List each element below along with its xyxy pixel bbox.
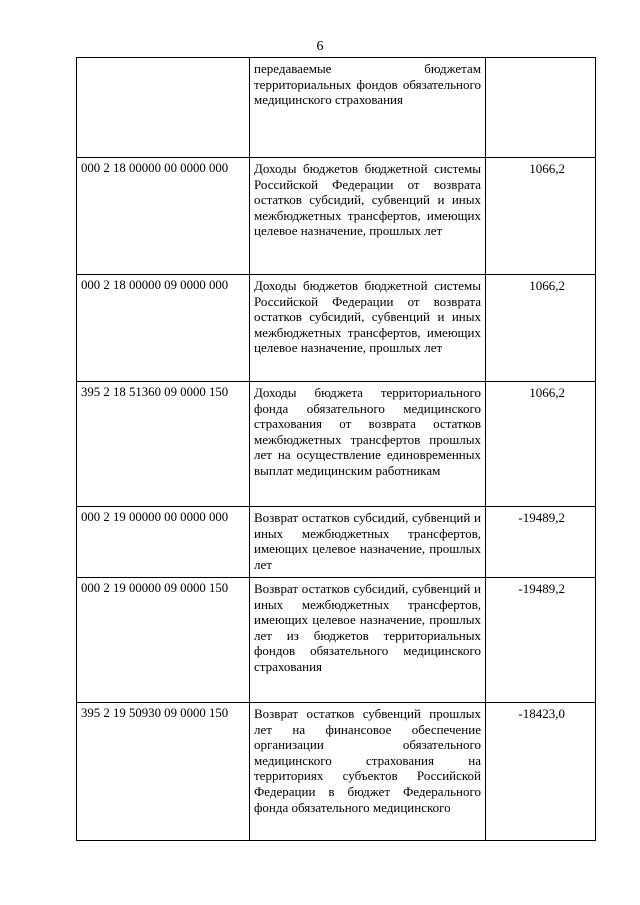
budget-code-cell: 395 2 19 50930 09 0000 150 — [77, 703, 250, 841]
amount-cell: -19489,2 — [486, 507, 596, 578]
table-row — [77, 578, 596, 703]
budget-table — [76, 57, 596, 841]
description-cell: Доходы бюджета территориального фонда обязательного медицинского страхования от возврата остатков межбюджетных трансфертов прошлых лет на осуществление единовременных выплат медицинским работникам — [250, 382, 486, 507]
description-cell: передаваемые бюджетам территориальных фондов обязательного медицинского страхования — [250, 58, 486, 158]
table-row — [77, 703, 596, 841]
description-cell: Доходы бюджетов бюджетной системы Российской Федерации от возврата остатков субсидий, субвенций и иных межбюджетных трансфертов, имеющих целевое назначение, прошлых лет — [250, 275, 486, 382]
description-cell: Возврат остатков субвенций прошлых лет на финансовое обеспечение организации обязательного медицинского страхования на территориях субъектов Российской Федерации в бюджет Федерального фонда обязательного медицинского — [250, 703, 486, 841]
budget-code-cell: 000 2 18 00000 09 0000 000 — [77, 275, 250, 382]
amount-cell: 1066,2 — [486, 382, 596, 507]
table-row — [77, 382, 596, 507]
table-row — [77, 507, 596, 578]
description-cell: Возврат остатков субсидий, субвенций и иных межбюджетных трансфертов, имеющих целевое назначение, прошлых лет из бюджетов территориальных фондов обязательного медицинского страхования — [250, 578, 486, 703]
table-row — [77, 58, 596, 158]
amount-cell — [486, 58, 596, 158]
budget-code-cell — [77, 58, 250, 158]
table-row — [77, 275, 596, 382]
budget-code-cell: 000 2 19 00000 00 0000 000 — [77, 507, 250, 578]
amount-cell: -19489,2 — [486, 578, 596, 703]
amount-cell: 1066,2 — [486, 158, 596, 275]
page-number: 6 — [316, 39, 324, 54]
amount-cell: -18423,0 — [486, 703, 596, 841]
description-cell: Возврат остатков субсидий, субвенций и иных межбюджетных трансфертов, имеющих целевое назначение, прошлых лет — [250, 507, 486, 578]
amount-cell: 1066,2 — [486, 275, 596, 382]
description-cell: Доходы бюджетов бюджетной системы Российской Федерации от возврата остатков субсидий, субвенций и иных межбюджетных трансфертов, имеющих целевое назначение, прошлых лет — [250, 158, 486, 275]
table-row — [77, 158, 596, 275]
budget-code-cell: 395 2 18 51360 09 0000 150 — [77, 382, 250, 507]
budget-code-cell: 000 2 19 00000 09 0000 150 — [77, 578, 250, 703]
budget-code-cell: 000 2 18 00000 00 0000 000 — [77, 158, 250, 275]
